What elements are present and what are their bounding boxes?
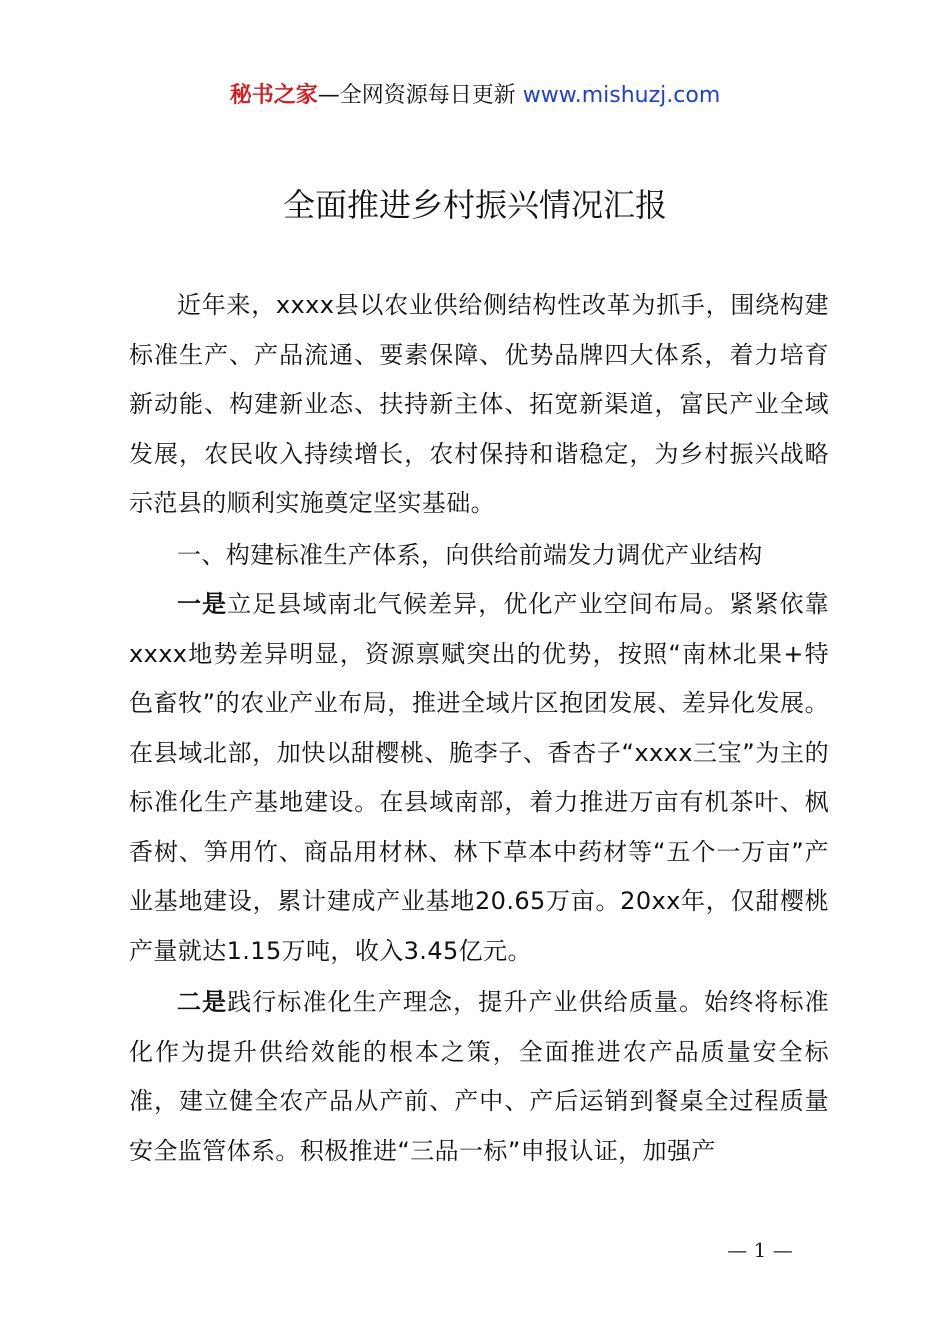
- site-tagline: —全网资源每日更新: [317, 83, 516, 108]
- page-number: — 1 —: [727, 1238, 793, 1262]
- document-title: 全面推进乡村振兴情况汇报: [282, 186, 667, 224]
- point-2-text: 践行标准化生产理念，提升产业供给质量。始终将标准化作为提升供给效能的根本之策，全面推进农产品质量安全标准，建立健全农产品从产前、产中、产后运销到餐桌全过程质量安全监管体系。积极推进“三品一标”申报认证，加强产: [129, 988, 829, 1165]
- point-1-lead: 一是: [177, 590, 228, 618]
- site-header: [0, 80, 950, 112]
- site-url-link[interactable]: www.mishuzj.com: [522, 83, 721, 108]
- point-paragraph-2: [129, 978, 829, 1176]
- document-body: [129, 281, 829, 1176]
- point-paragraph-1: [129, 580, 829, 976]
- section-heading: 一、构建标准生产体系，向供给前端发力调优产业结构: [177, 540, 763, 569]
- point-1-text: 立足县域南北气候差异，优化产业空间布局。紧紧依靠xxxx地势差异明显，资源禀赋突出的优势，按照“南林北果+特色畜牧”的农业产业布局，推进全域片区抱团发展、差异化发展。在县域北部，加快以甜樱桃、脆李子、香杏子“xxxx三宝”为主的标准化生产基地建设。在县域南部，着力推进万亩有机茶叶、枫香树、笋用竹、商品用材林、林下草本中药材等“五个一万亩”产业基地建设，累计建成产业基地20.65万亩。20xx年，仅甜樱桃产量就达1.15万吨，收入3.45亿元。: [129, 590, 830, 965]
- site-name: 秘书之家: [229, 83, 318, 108]
- point-2-lead: 二是: [177, 988, 228, 1016]
- intro-paragraph: 近年来，xxxx县以农业供给侧结构性改革为抓手，围绕构建标准生产、产品流通、要素保障、优势品牌四大体系，着力培育新动能、构建新业态、扶持新主体、拓宽新渠道，富民产业全域发展，农民收入持续增长，农村保持和谐稳定，为乡村振兴战略示范县的顺利实施奠定坚实基础。: [129, 291, 829, 517]
